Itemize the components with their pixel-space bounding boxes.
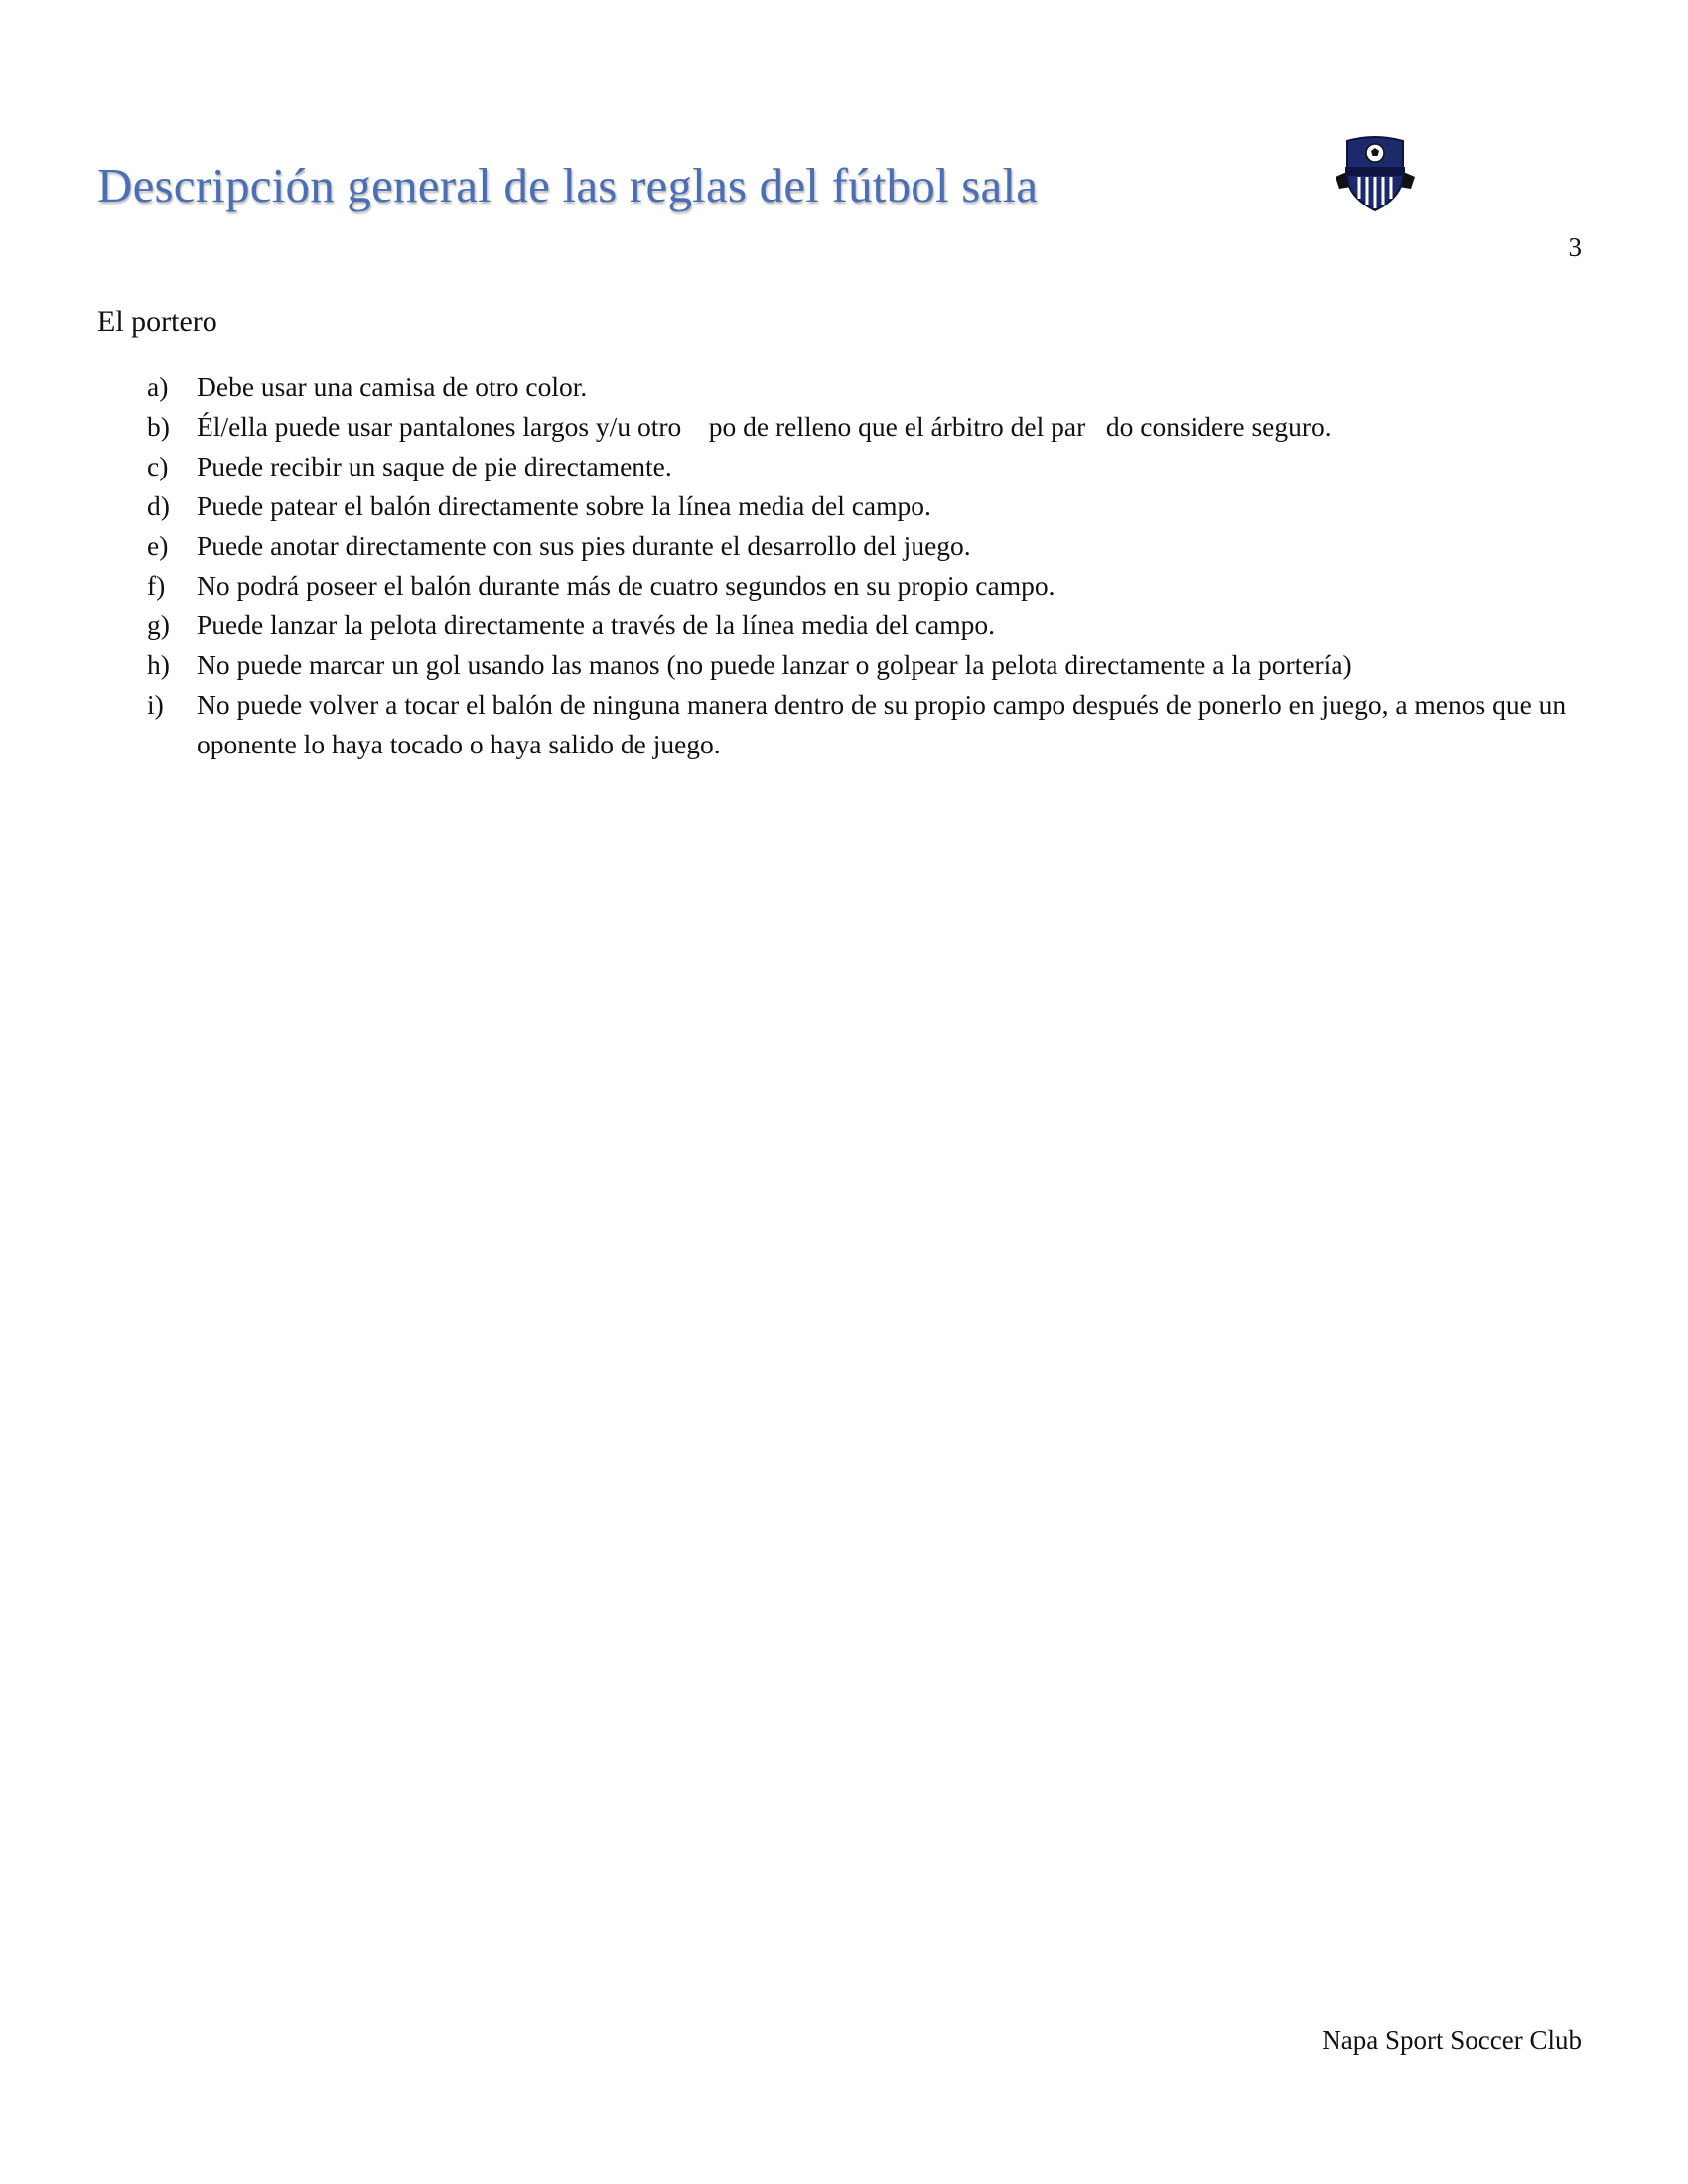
list-item-text: Él/ella puede usar pantalones largos y/u otro po de relleno que el árbitro del par do considere seguro. <box>197 411 1332 442</box>
list-item-letter: e) <box>147 530 169 561</box>
list-item <box>147 526 1582 566</box>
list-item-letter: c) <box>147 451 169 481</box>
list-item-text: No podrá poseer el balón durante más de cuatro segundos en su propio campo. <box>197 570 1055 601</box>
page-number: 3 <box>1568 232 1582 262</box>
footer-club-name: Napa Sport Soccer Club <box>1322 2025 1582 2055</box>
list-item <box>147 685 1582 764</box>
list-item-letter: d) <box>147 490 170 521</box>
list-item-letter: a) <box>147 371 169 402</box>
list-item-letter: h) <box>147 649 170 680</box>
list-item-text: Puede patear el balón directamente sobre la línea media del campo. <box>197 490 931 521</box>
list-item-text: Puede lanzar la pelota directamente a través de la línea media del campo. <box>197 610 995 640</box>
section-heading: El portero <box>97 305 217 338</box>
list-item <box>147 566 1582 606</box>
list-item <box>147 645 1582 685</box>
list-item-text: No puede marcar un gol usando las manos (no puede lanzar o golpear la pelota directamente a la portería) <box>197 649 1352 680</box>
list-item-letter: i) <box>147 689 164 720</box>
list-item-text: Debe usar una camisa de otro color. <box>197 371 588 402</box>
list-item-text: No puede volver a tocar el balón de ninguna manera dentro de su propio campo después de ponerlo en juego, a menos que un oponente lo haya tocado o haya salido de juego. <box>197 689 1567 759</box>
list-item-letter: f) <box>147 570 166 601</box>
list-item <box>147 447 1582 486</box>
list-item-text: Puede anotar directamente con sus pies durante el desarrollo del juego. <box>197 530 971 561</box>
list-item-letter: g) <box>147 610 170 640</box>
club-crest-icon <box>1334 131 1417 212</box>
list-item <box>147 407 1582 447</box>
page-title: Descripción general de las reglas del fútbol sala <box>97 158 1039 212</box>
list-item <box>147 367 1582 407</box>
list-item <box>147 486 1582 526</box>
list-item <box>147 606 1582 645</box>
list-item-letter: b) <box>147 411 170 442</box>
rules-list <box>147 367 1582 764</box>
list-item-text: Puede recibir un saque de pie directamente. <box>197 451 672 481</box>
